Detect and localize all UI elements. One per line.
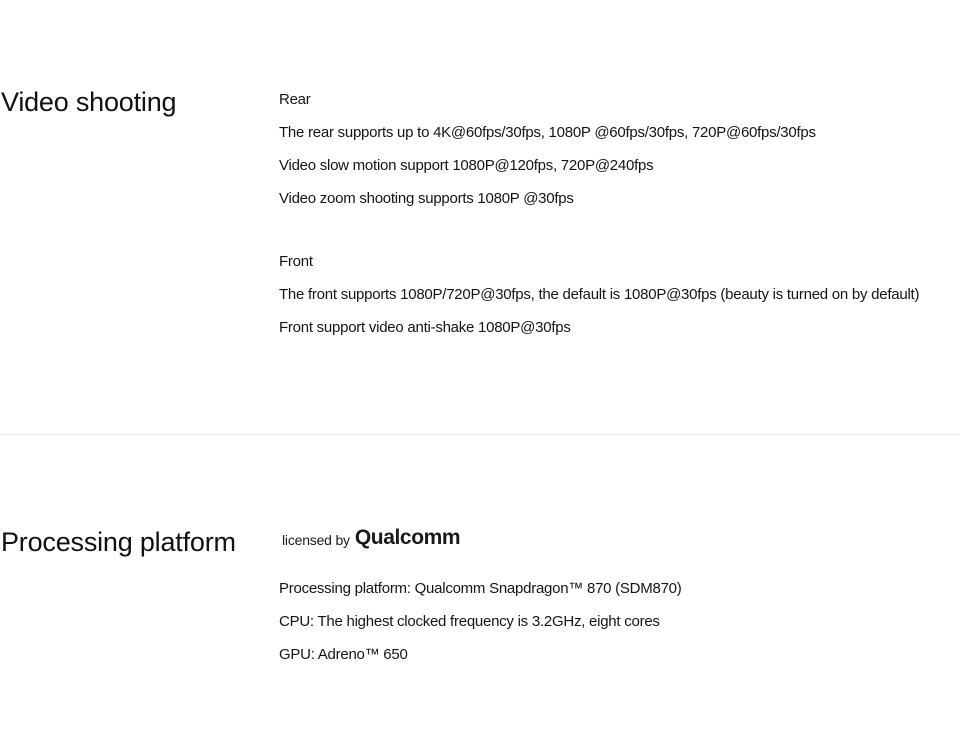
qualcomm-logo [282,527,460,549]
processing-spec-line: CPU: The highest clocked frequency is 3.2GHz, eight cores [279,613,660,630]
processing-spec-line: GPU: Adreno™ 650 [279,646,408,663]
processing-spec-line: Processing platform: Qualcomm Snapdragon™ 870 (SDM870) [279,580,682,597]
rear-spec-line: Video slow motion support 1080P@120fps, 720P@240fps [279,157,654,174]
rear-spec-line: The rear supports up to 4K@60fps/30fps, 1080P @60fps/30fps, 720P@60fps/30fps [279,124,816,141]
video-shooting-title: Video shooting [1,87,177,117]
front-spec-line: The front supports 1080P/720P@30fps, the default is 1080P@30fps (beauty is turned on by default) [279,286,920,303]
front-label: Front [279,253,313,270]
rear-label: Rear [279,91,311,108]
processing-platform-title: Processing platform [1,527,236,557]
section-divider [0,434,960,435]
rear-spec-line: Video zoom shooting supports 1080P @30fps [279,190,574,207]
logo-brand: Qualcomm [354,526,461,549]
logo-prefix: licensed by [282,532,350,548]
front-spec-line: Front support video anti-shake 1080P@30fps [279,319,571,336]
